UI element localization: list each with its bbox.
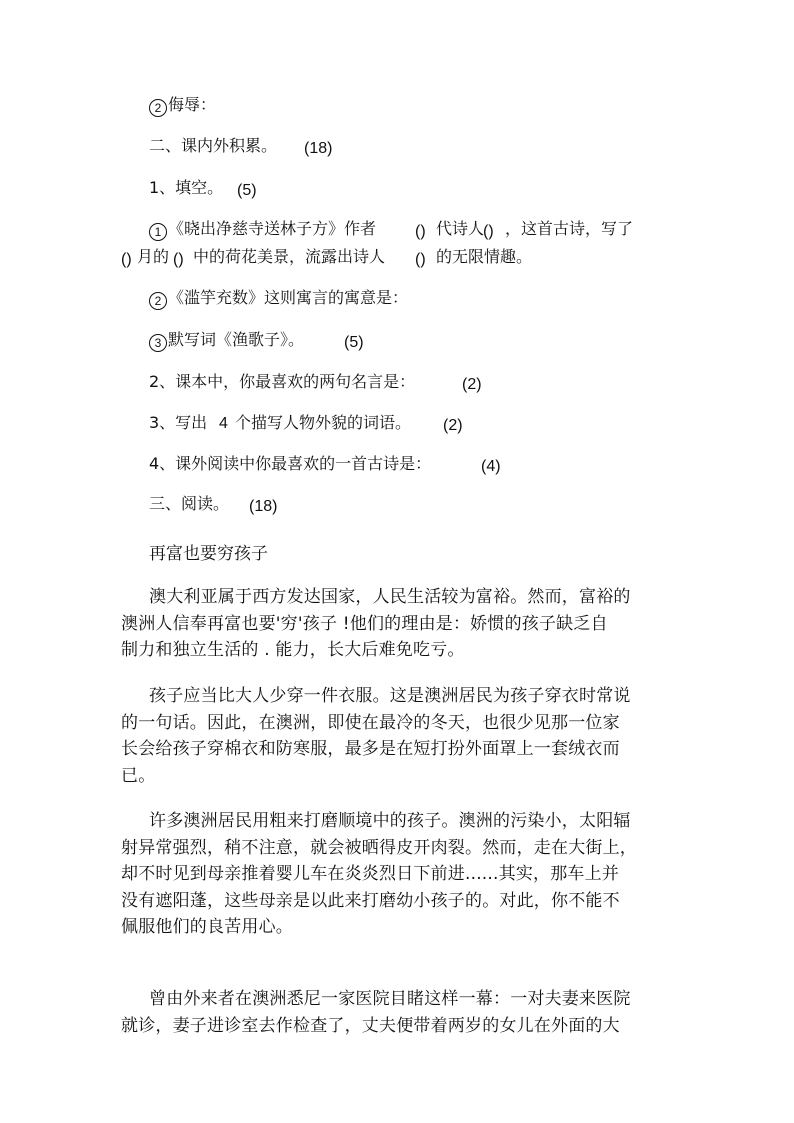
paragraph-line: 孩子应当比大人少穿一件衣服。这是澳洲居民为孩子穿衣时常说 [149, 686, 631, 706]
article-title: 再富也要穷孩子 [149, 544, 268, 564]
section-title: 三、阅读。 [149, 494, 230, 513]
question-text: ，这首古诗，写了 [505, 219, 634, 238]
question-1-2 [149, 288, 408, 310]
blank: () [415, 223, 426, 240]
question-text: 的无限情趣。 [436, 247, 533, 266]
question-1-1-line1 [149, 219, 669, 241]
question-2 [149, 372, 482, 393]
question-score: (2) [462, 376, 482, 393]
question-1-heading [149, 178, 257, 199]
question-4 [149, 454, 501, 475]
article-paragraph-2 [121, 683, 661, 789]
blank: () [415, 251, 426, 268]
number: 4 [219, 415, 228, 432]
article-paragraph-3 [121, 808, 661, 941]
section-score: (18) [249, 498, 278, 515]
circled-number: 2 [149, 99, 167, 117]
paragraph-line: 却不时见到母亲推着婴儿车在炎炎烈日下前进......其实，那车上并 [121, 864, 620, 884]
paragraph-line: 长会给孩子穿棉衣和防寒服，最多是在短打扮外面罩上一套绒衣而 [121, 739, 620, 759]
paragraph-line: 澳大利亚属于西方发达国家，人民生活较为富裕。然而，富裕的 [149, 587, 631, 607]
question-text: 代诗人 [436, 219, 485, 238]
blank: () [173, 251, 184, 268]
question-text: 3、写出 [149, 413, 208, 432]
paragraph-line: 佩服他们的良苦用心。 [121, 917, 293, 937]
paragraph-line: 制力和独立生活的 . 能力，长大后难免吃亏。 [121, 640, 465, 660]
question-title: 1、填空。 [149, 178, 224, 197]
question-text: 《滥竽充数》这则寓言的寓意是： [168, 288, 409, 307]
paragraph-line: 澳洲人信奉再富也要'穷'孩子 !他们的理由是：娇惯的孩子缺乏自 [121, 613, 608, 634]
circled-number: 1 [149, 223, 167, 241]
question-text: 中的荷花美景，流露出诗人 [193, 247, 386, 266]
question-score: (5) [344, 334, 364, 351]
circled-number: 3 [149, 334, 167, 352]
question-1-3 [149, 330, 364, 352]
section-2-heading [149, 136, 333, 157]
circled-number: 2 [149, 292, 167, 310]
article-paragraph-1 [121, 584, 661, 664]
question-score: (5) [237, 182, 257, 199]
blank: () [483, 223, 494, 240]
paragraph-line: 曾由外来者在澳洲悉尼一家医院目睹这样一幕：一对夫妻来医院 [149, 989, 631, 1009]
section-3-heading [149, 494, 278, 515]
item-insult [149, 95, 216, 117]
paragraph-line: 的一句话。因此，在澳洲，即使在最冷的冬天，也很少见那一位家 [121, 712, 620, 733]
paragraph-line: 已。 [121, 765, 156, 786]
paragraph-line: 没有遮阳蓬，这些母亲是以此来打磨幼小孩子的。对此，你不能不 [121, 890, 620, 911]
article-paragraph-4 [121, 986, 661, 1039]
question-text: 2、课本中，你最喜欢的两句名言是： [149, 372, 416, 391]
question-text: 4、课外阅读中你最喜欢的一首古诗是： [149, 454, 432, 473]
section-score: (18) [304, 140, 333, 157]
paragraph-line: 就诊，妻子进诊室去作检查了，丈夫便带着两岁的女儿在外面的大 [121, 1015, 620, 1036]
question-score: (4) [481, 458, 501, 475]
question-3 [149, 413, 463, 434]
section-title: 二、课内外积累。 [149, 136, 278, 155]
paragraph-line: 射异常强烈，稍不注意，就会被晒得皮开肉裂。然而，走在大街上， [121, 837, 637, 858]
question-text: 月的 [137, 247, 170, 266]
question-text: 个描写人物外貌的词语。 [235, 413, 412, 432]
question-score: (2) [443, 417, 463, 434]
question-text: 《晓出净慈寺送林子方》作者 [168, 219, 377, 238]
blank: () [121, 251, 132, 268]
question-text: 默写词《渔歌子》。 [168, 330, 305, 349]
paragraph-line: 许多澳洲居民用粗来打磨顺境中的孩子。澳洲的污染小，太阳辐 [149, 811, 631, 831]
item-text: 侮辱： [168, 95, 217, 114]
